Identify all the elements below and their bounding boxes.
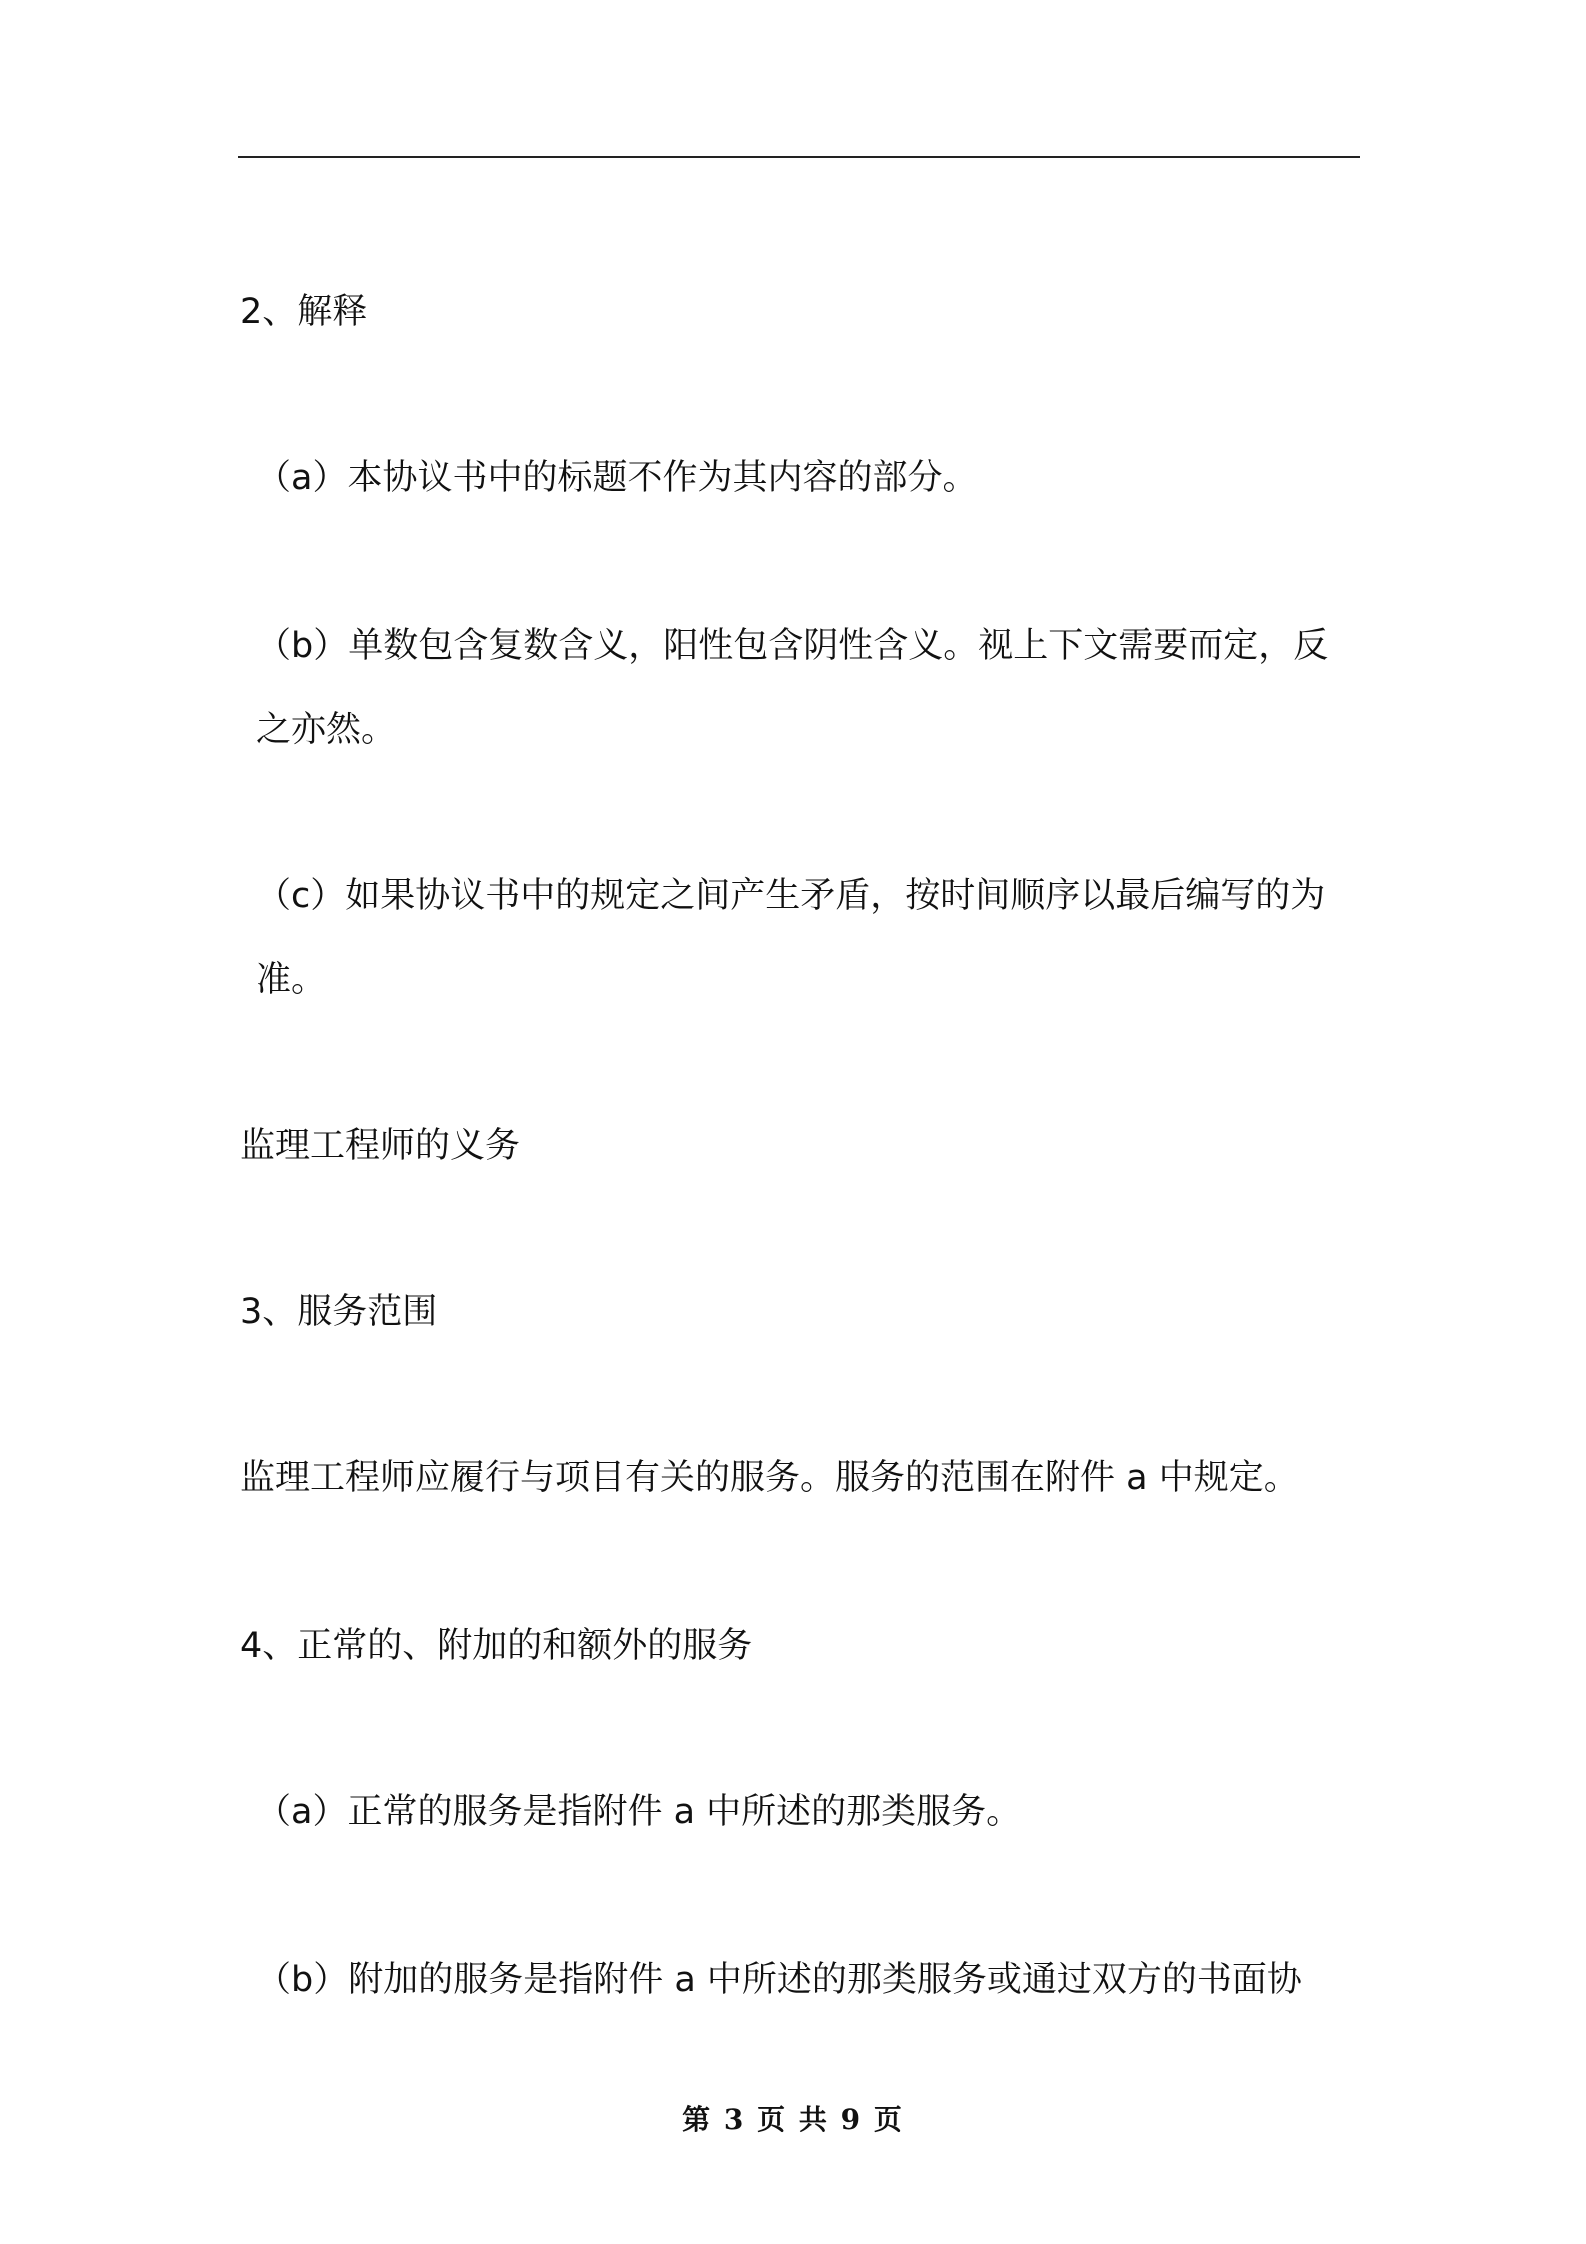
heading-services-types: 4、正常的、附加的和额外的服务 (240, 1626, 753, 1666)
paragraph-scope: 监理工程师应履行与项目有关的服务。服务的范围在附件 a 中规定。 (240, 1458, 1299, 1498)
header-divider (238, 156, 1360, 158)
heading-scope-of-services: 3、服务范围 (240, 1292, 438, 1332)
clause-2a: （a）本协议书中的标题不作为其内容的部分。 (256, 458, 978, 498)
heading-interpretation: 2、解释 (240, 292, 368, 332)
clause-2c: （c）如果协议书中的规定之间产生矛盾，按时间顺序以最后编写的为准。 (256, 876, 1326, 1000)
clause-4a: （a）正常的服务是指附件 a 中所述的那类服务。 (256, 1792, 1022, 1832)
page-number-footer: 第 3 页 共 9 页 (682, 2103, 904, 2136)
clause-2b: （b）单数包含复数含义，阳性包含阴性含义。视上下文需要而定，反之亦然。 (256, 626, 1329, 750)
section-title-supervisor-duties: 监理工程师的义务 (240, 1126, 521, 1166)
clause-4b: （b）附加的服务是指附件 a 中所述的那类服务或通过双方的书面协 (256, 1960, 1302, 2000)
